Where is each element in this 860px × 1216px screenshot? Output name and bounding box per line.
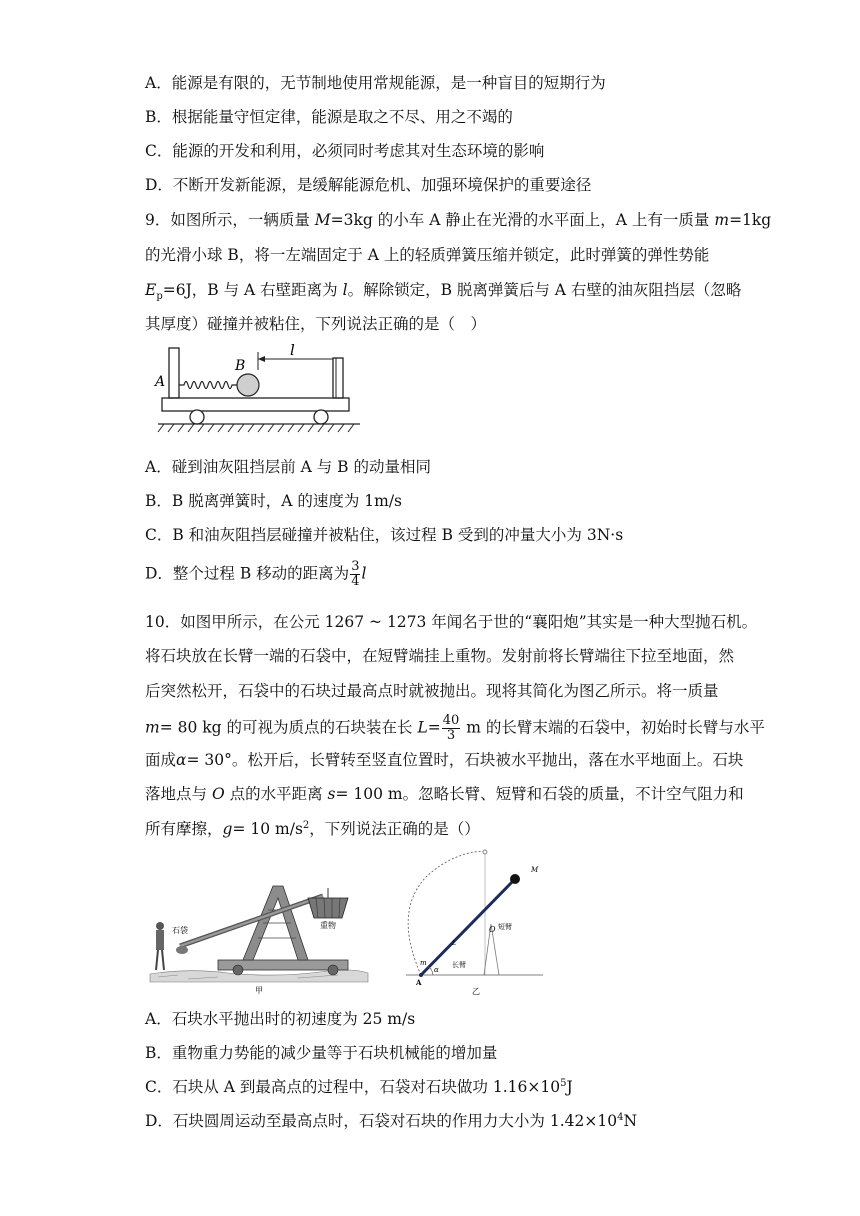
q9-option-d: D．整个过程 B 移动的距离为 $\frac{3}{4}$ l	[145, 559, 367, 589]
q10-stem-line7: 所有摩擦，g= 10 $m/s^2$，下列说法正确的是（）	[145, 819, 480, 838]
q10-stem-line4: m= 80 kg 的可视为质点的石块装在长 L= $\frac{40}{3}$ m 的长臂末端的石袋中，初始时长臂与水平	[145, 713, 765, 743]
q10-stem-line2: 将石块放在长臂一端的石袋中，在短臂端挂上重物。发射前将长臂端往下拉至地面，然	[145, 647, 735, 665]
q10-simplified-diagram	[388, 842, 553, 1000]
q10-stem-line6: 落地点与 O 点的水平距离 s= 100 m。忽略长臂、短臂和石袋的质量，不计空气阻力和	[145, 785, 744, 803]
q8-option-d: D．不断开发新能源，是缓解能源危机、加强环境保护的重要途径	[145, 176, 592, 194]
q10-fig-label-alpha: α	[434, 966, 439, 974]
q10-stem-line5: 面成α= 30°。松开后，长臂转至竖直位置时，石块被水平抛出，落在水平地面上。石块	[145, 751, 744, 769]
q9-cart-figure	[150, 340, 365, 440]
q10-fig-label-long: 长臂	[452, 961, 466, 969]
q9-fig-label-a: A	[155, 374, 166, 390]
q10-stem-line1: 10．如图甲所示，在公元 1267 ~ 1273 年闻名于世的“襄阳炮”其实是一种大型抛石机。	[145, 613, 758, 631]
q8-option-c: C．能源的开发和利用，必须同时考虑其对生态环境的影响	[145, 142, 545, 160]
q9-stem-line2: 的光滑小球 B，将一左端固定于 A 上的轻质弹簧压缩并锁定，此时弹簧的弹性势能	[145, 246, 710, 264]
q10-fig-label-M: M	[531, 866, 539, 874]
q10-fig-label-weight: 重物	[320, 921, 336, 930]
q9-option-c: C．B 和油灰阻挡层碰撞并被粘住，该过程 B 受到的冲量大小为 3N·s	[145, 526, 624, 544]
q9-fig-label-b: B	[235, 358, 246, 374]
q10-option-a: A．石块水平抛出时的初速度为 25 m/s	[145, 1010, 416, 1028]
q10-option-d: D．石块圆周运动至最高点时，石袋对石块的作用力大小为 $1.42\times 10^4N$	[145, 1111, 638, 1130]
q10-option-c: C．石块从 A 到最高点的过程中，石袋对石块做功 $1.16\times 10^5J$	[145, 1077, 573, 1096]
q10-fig-caption-yi: 乙	[472, 987, 480, 996]
q10-fig-label-A: A	[416, 978, 422, 987]
q9-stem-line3: $E_p=6J$，B 与 A 右壁距离为 l。解除锁定，B 脱离弹簧后与 A 右壁的油灰阻挡层（忽略	[145, 281, 742, 303]
q10-option-b: B．重物重力势能的减少量等于石块机械能的增加量	[145, 1044, 498, 1062]
q10-fig-label-O: O	[489, 925, 496, 934]
q9-fraction: $\frac{3}{4}$	[351, 559, 360, 589]
q9-option-a: A．碰到油灰阻挡层前 A 与 B 的动量相同	[145, 458, 431, 476]
q10-stem-line3: 后突然松开，石袋中的石块过最高点时就被抛出。现将其简化为图乙所示。将一质量	[145, 682, 719, 700]
q10-fig-caption-jia: 甲	[255, 986, 263, 995]
q10-fraction: $\frac{40}{3}$	[442, 713, 460, 743]
q8-option-a: A．能源是有限的，无节制地使用常规能源，是一种盲目的短期行为	[145, 74, 606, 92]
q10-fig-label-short: 短臂	[498, 923, 512, 931]
q10-trebuchet-illustration	[148, 878, 370, 996]
q9-stem-line1: 9．如图所示，一辆质量 M=3kg 的小车 A 静止在光滑的水平面上，A 上有一质量 m=1kg	[145, 211, 772, 229]
q9-stem-line4: 其厚度）碰撞并被粘住，下列说法正确的是（ ）	[145, 315, 487, 333]
q8-option-b: B．根据能量守恒定律，能源是取之不尽、用之不竭的	[145, 108, 513, 126]
q10-fig-label-m: m	[420, 959, 427, 967]
q9-fig-label-l: l	[290, 341, 295, 359]
q9-option-b: B．B 脱离弹簧时，A 的速度为 1m/s	[145, 492, 402, 510]
q10-fig-label-L: L	[452, 940, 456, 947]
q10-fig-label-bag: 石袋	[172, 926, 188, 935]
